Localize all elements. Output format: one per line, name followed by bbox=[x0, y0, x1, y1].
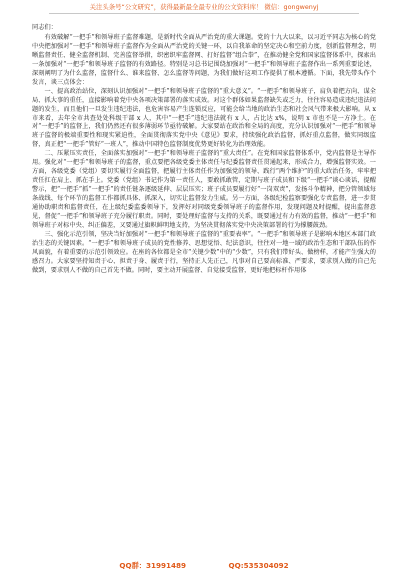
paragraph-section-1: 一、提高政治站位，深刻认识加强对“一把手”和领导班子监督的“重大意义”。“一把手”和领导班子，肩负着把方向、谋全局、抓大事的重任，直接影响着党中央各项决策部署的落实成效。对这个群体如果监督缺失或乏力，往往容易造成违纪违法问题的发生，而且他们一旦发生违纪违法，也危害容易产生连锁反应，可能会给当地的政治生态和社会风气带来极大影响。从 x 市来看，去年全市共查处处科级干部 x 人，其中“一把手”违纪违法就有 x 人，占比达 x%，说明 x 市也不是一方净土。在对“一把手”的监督上，我们仍然还有很多薄弱环节亟待破解。大家要站在政治和全局的高度，充分认识加强对“一把手”和领导班子监督的极端重要性和现实紧迫性，全面贯彻落实党中央《意见》要求，持续强化政治监督，抓好重点监督，做实同级监督，真正把“一把手”管好“一班人”，推动中国特色监督制度优势更好转化为治理效能。 bbox=[32, 87, 376, 149]
paragraph-section-3: 三、强化示范引领，坚决当好加强对“一把手”和领导班子监督的“重要表率”。“一把手”和领导班子是影响本地区本部门政治生态的关键因素。“一把手”和领导班子成员的党性修养、思想觉悟、纪法意识，往往对一地一域的政治生态和干部队伍的作风面貌，有着重要的示范引领效应。在座的各位都是全市“关键少数”中的“少数”，只有我们带好头、做榜样，才能产生强大的感召力。大家要坚持知责于心、担责于身、履责于行，坚持正人先正己，凡事对自己要高标准、严要求，要求别人做的自己先做到，要求别人不做的自己首先不做。同时，要主动开展监督、自觉接受监督，更好地把标杆作用体 bbox=[32, 230, 376, 274]
header-banner bbox=[0, 3, 408, 14]
salutation: 同志们： bbox=[32, 24, 57, 31]
banner-text: 关注头条号“公文研究”，获得最新最全最专业的公文资料库！ 微信：gongwenyj bbox=[89, 3, 319, 11]
header-divider bbox=[49, 13, 359, 14]
footer-qq-group: QQ群：31991489 bbox=[119, 561, 186, 570]
paragraph-section-2: 二、压紧压实责任，全面落实加强对“一把手”和领导班子监督的“重大责任”。在党和国家监督体系中，党内监督是主导作用。强化对“一把手”和领导班子的监督，重点要把各级党委主体责任与纪委监督责任贯通起来，形成合力，增强监督实效。一方面，各级党委（党组）要切实履行全面监督，把履行主体责任作为加强党的领导、践行“两个维护”的重大政治任务，牢牢把责任扛在肩上、抓在手上。党委（党组）书记作为第一责任人，要敢抓敢管，定期与班子成员和下级“一把手”谈心谈话，提醒警示，把“一把手”抓“一把手”的责任链条逐级延伸、层层压实；班子成员要履行好“一岗双责”，发扬斗争精神，把分管领域每条战线、每个环节的监督工作都抓具体、抓深入，切实让监督发力生威。另一方面，各级纪检监察要强化专责监督，进一步贯通协助职责和监督责任，在上级纪委监委领导下，发挥好对同级党委领导班子的监督作用，发现问题及时提醒，提出监督意见，督促“一把手”和领导班子充分履行职责。同时，要处理好监督与支持的关系，既要通过有力有效的监督，推动“一把手”和领导班子对标中央、纠正偏差，又要通过旗帜鲜明地支持，为坚决贯彻落实党中央决策部署的行为撑腰鼓劲。 bbox=[32, 150, 376, 229]
paragraph-intro: 有效破解“一把手”和领导班子监督难题，是新时代全面从严治党的重大课题。党的十九大以来，以习近平同志为核心的党中央把加强对“一把手”和领导班子监督作为全面从严治党的关键一环，以自我革命的坚定决心和空前力度，创新监督理念，明晰监督责任、健全监督机制、完善监督举措，织密织牢监督网、打好监督“组合拳”，在推动健全党和国家监督体系中，探索出一条加强对“一把手”和领导班子监督的有效路径。特别是习总书记围绕加强对“一把手”和领导班子监督作出一系列重要论述，深刻阐明了为什么监督，监督什么、谁来监督、怎么监督等问题，为我们做好这项工作提供了根本遵循。下面，我先带头作个发言，谈三点体会： bbox=[32, 33, 376, 86]
footer-contact bbox=[0, 561, 408, 571]
document-body bbox=[32, 24, 376, 276]
footer-qq: QQ:535304092 bbox=[228, 561, 289, 570]
